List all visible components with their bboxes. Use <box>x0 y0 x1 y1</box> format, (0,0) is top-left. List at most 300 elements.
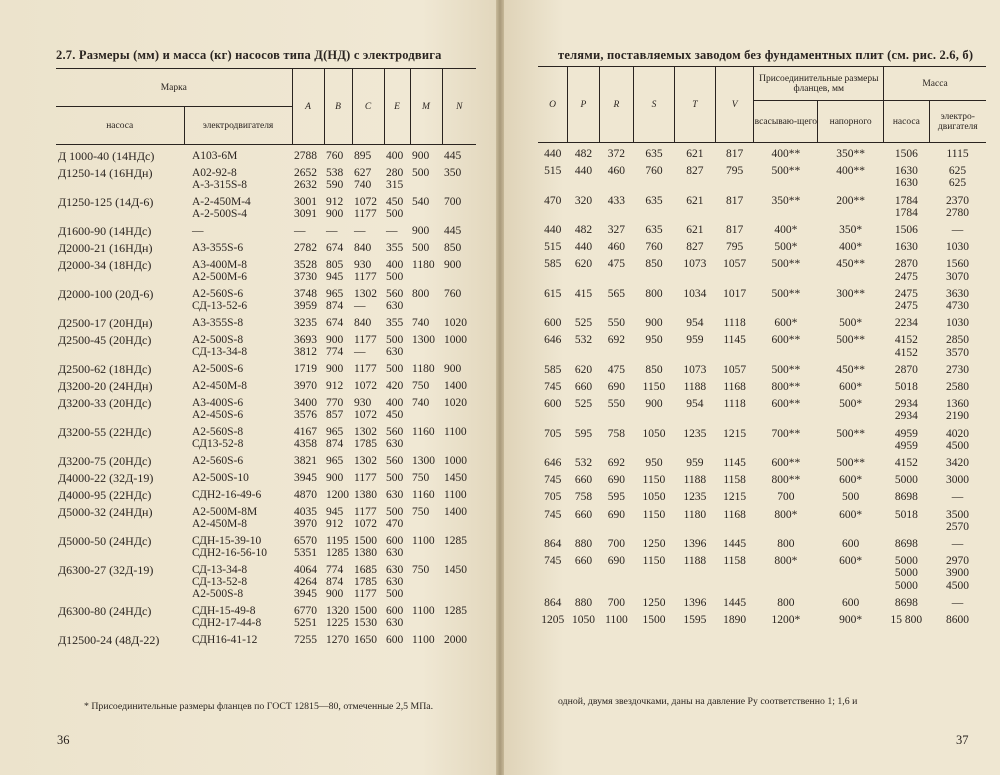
dim-P: 525 <box>574 317 593 330</box>
flange-suction: 800** <box>771 474 801 487</box>
dim-A <box>292 162 324 191</box>
header-pump: насоса <box>56 107 184 145</box>
footnote-left: * Присоединительные размеры фланцев по ГОСТ 12815—80, отмеченные 2,5 МПа. <box>84 701 434 712</box>
dim-R: 327 <box>607 224 626 237</box>
dim-O: 1205 <box>541 614 565 627</box>
dim-M: 750 <box>412 472 430 484</box>
mass-pump <box>884 469 929 486</box>
motor-model-line: А3-400М-8 <box>192 259 247 271</box>
motor-model <box>184 254 292 283</box>
dim-S: 760 <box>645 165 663 178</box>
flange-pressure: 400* <box>839 241 863 254</box>
dim-N: 1000 <box>444 455 468 467</box>
dim-E-line: 500 <box>386 506 404 518</box>
dim-T: 959 <box>686 334 704 347</box>
mass-pump <box>884 359 929 376</box>
flange-pressure: 500* <box>839 398 863 411</box>
page-number-left: 36 <box>57 733 70 747</box>
dim-A <box>292 559 324 600</box>
dim-B-line: 912 <box>326 518 344 530</box>
dim-T: 621 <box>686 148 704 160</box>
table-row <box>538 359 986 376</box>
mass-pump-line: 4152 <box>894 334 918 347</box>
pump-model: Д4000-95 (22НДс) <box>58 488 152 502</box>
table-row <box>56 162 476 191</box>
motor-model-line: СД13-52-8 <box>192 438 244 450</box>
flange-pressure: 400** <box>836 165 865 178</box>
flange-pressure: 600* <box>839 381 863 394</box>
dim-C <box>352 237 384 254</box>
dim-B <box>324 237 352 254</box>
mass-motor-line: — <box>951 224 964 237</box>
dim-O: 646 <box>544 457 562 470</box>
dim-E <box>384 450 410 467</box>
motor-model-line: А2-500S-6 <box>192 363 244 375</box>
table-row <box>538 423 986 452</box>
mass-motor-line: 2850 <box>946 334 970 347</box>
motor-model-line: А2-560S-6 <box>192 455 244 467</box>
dim-C <box>352 484 384 501</box>
dim-B-line: — <box>326 225 338 237</box>
dim-P: 525 <box>574 398 593 411</box>
dim-C-line: 740 <box>354 179 372 191</box>
mass-pump <box>884 423 929 452</box>
dim-C-line: 1500 <box>354 535 378 547</box>
mass-pump <box>884 253 929 282</box>
dim-B-line: 590 <box>326 179 344 191</box>
dim-R: 758 <box>607 427 626 440</box>
dim-R: 690 <box>607 555 626 568</box>
dim-B-line: 900 <box>326 472 344 484</box>
dim-N: 700 <box>444 196 462 208</box>
flange-suction: 500** <box>771 258 801 271</box>
dim-B-line: 874 <box>326 576 344 588</box>
mass-pump <box>884 452 929 469</box>
table-row <box>56 145 476 163</box>
mass-pump <box>884 609 929 626</box>
table-row <box>538 143 986 161</box>
dim-E <box>384 145 410 163</box>
dim-V: 1215 <box>723 491 747 504</box>
dim-C-line: 1072 <box>354 518 378 530</box>
dim-B-line: 874 <box>326 300 344 312</box>
dim-V: 795 <box>726 165 744 178</box>
dim-B <box>324 220 352 237</box>
dim-R: 595 <box>607 491 626 504</box>
flange-pressure: 500 <box>842 491 860 504</box>
dim-S: 900 <box>645 317 663 330</box>
dim-A-line: 4358 <box>294 438 318 450</box>
table-row <box>538 253 986 282</box>
dim-V: 817 <box>726 224 744 237</box>
mass-motor <box>929 533 986 550</box>
table-row <box>56 501 476 530</box>
header-E: E <box>384 69 410 145</box>
mass-motor-line: 2370 <box>946 194 970 207</box>
dim-C-line: 1177 <box>354 271 377 283</box>
dim-S: 635 <box>645 148 663 160</box>
motor-model-line: А2-500М-6 <box>192 271 247 283</box>
dim-A-line: 4035 <box>294 506 318 518</box>
motor-model <box>184 559 292 600</box>
dim-A-line: 3528 <box>294 259 318 271</box>
footnote-right: одной, двумя звездочками, даны на давление Pу соответственно 1; 1,6 и <box>558 696 858 707</box>
header-marka: Марка <box>56 69 292 107</box>
dim-R: 475 <box>607 258 626 271</box>
mass-motor-line: 4020 <box>946 427 970 440</box>
dim-A <box>292 501 324 530</box>
dim-N: 1100 <box>444 489 467 501</box>
header-R: R <box>599 67 633 143</box>
dim-S: 760 <box>645 241 663 254</box>
header-M: M <box>410 69 442 145</box>
mass-motor-line: 3000 <box>946 474 970 487</box>
mass-motor-line: 4730 <box>946 300 970 313</box>
dim-O: 515 <box>544 241 562 254</box>
motor-model <box>184 530 292 559</box>
dim-E <box>384 421 410 450</box>
motor-model <box>184 358 292 375</box>
flange-pressure: 900* <box>839 614 863 627</box>
flange-suction: 700** <box>771 427 801 440</box>
dim-P: 595 <box>574 427 593 440</box>
dim-P: 440 <box>574 165 593 178</box>
pump-dimensions-table-right <box>538 66 986 626</box>
flange-suction: 800* <box>774 508 798 521</box>
dim-O: 600 <box>544 317 562 330</box>
dim-A-line: 3945 <box>294 472 318 484</box>
table-row <box>56 484 476 501</box>
flange-suction: 1200* <box>771 614 801 627</box>
dim-O: 745 <box>544 381 562 394</box>
dim-B-line: 874 <box>326 438 344 450</box>
mass-pump <box>884 160 929 189</box>
dim-C <box>352 501 384 530</box>
dim-R: 372 <box>607 148 626 160</box>
motor-model <box>184 600 292 629</box>
dim-C-line: — <box>354 225 366 237</box>
dim-R: 690 <box>607 474 626 487</box>
dim-E-line: 315 <box>386 179 404 191</box>
dim-N: 850 <box>444 242 462 254</box>
dim-A-line: 4064 <box>294 564 318 576</box>
dim-C <box>352 629 384 646</box>
dim-C <box>352 392 384 421</box>
dim-M: 1160 <box>412 489 435 501</box>
mass-pump <box>884 190 929 219</box>
table-row <box>56 421 476 450</box>
dim-C-line: — <box>354 346 366 358</box>
dim-P: 482 <box>574 148 593 160</box>
dim-A <box>292 283 324 312</box>
dim-R: 460 <box>607 241 626 254</box>
dim-E <box>384 392 410 421</box>
header-O: O <box>538 67 568 143</box>
dim-E <box>384 358 410 375</box>
dim-E-line: 400 <box>386 150 404 162</box>
flange-pressure: 600 <box>842 596 860 609</box>
dim-E-line: 470 <box>386 518 404 530</box>
dim-B-line: 760 <box>326 150 344 162</box>
mass-motor-line: 2730 <box>946 363 970 376</box>
dim-B-line: 1270 <box>326 634 350 646</box>
dim-R: 700 <box>607 596 626 609</box>
dim-T: 1595 <box>683 614 707 627</box>
motor-model-line: СДН2-16-56-10 <box>192 547 267 559</box>
dim-E-line: 630 <box>386 547 404 559</box>
dim-M: 500 <box>412 242 430 254</box>
dim-C-line: 840 <box>354 317 372 329</box>
dim-B-line: 774 <box>326 564 344 576</box>
dim-S: 850 <box>645 258 663 271</box>
flange-suction: 800** <box>771 381 801 394</box>
flange-suction: 800 <box>777 596 795 609</box>
motor-model <box>184 375 292 392</box>
table-row <box>56 191 476 220</box>
dim-O: 705 <box>544 491 562 504</box>
mass-pump-line: 2475 <box>894 287 918 300</box>
motor-model-line: СДН-15-49-8 <box>192 605 256 617</box>
dim-O: 745 <box>544 555 562 568</box>
dim-B-line: 1225 <box>326 617 350 629</box>
dim-V: 1145 <box>723 457 746 470</box>
flange-suction: 800 <box>777 538 795 551</box>
dim-E-line: 450 <box>386 196 404 208</box>
motor-model-line: СДН-15-39-10 <box>192 535 262 547</box>
mass-motor-line: 2570 <box>946 520 970 533</box>
dim-R: 475 <box>607 363 626 376</box>
mass-motor-line: 2970 <box>946 555 970 568</box>
dim-M: 1100 <box>412 535 435 547</box>
dim-B-line: 1320 <box>326 605 350 617</box>
dim-E <box>384 467 410 484</box>
dim-S: 635 <box>645 224 663 237</box>
dim-O: 515 <box>544 165 562 178</box>
flange-pressure: 350** <box>836 148 865 160</box>
dim-C-line: 1177 <box>354 506 377 518</box>
dim-P: 660 <box>574 474 593 487</box>
mass-pump <box>884 504 929 533</box>
dim-C-line: 1685 <box>354 564 378 576</box>
mass-pump-line: 1506 <box>894 224 918 237</box>
dim-P: 880 <box>574 596 593 609</box>
dim-M: 1160 <box>412 426 435 438</box>
flange-pressure: 200** <box>836 194 865 207</box>
dim-C-line: 1650 <box>354 634 378 646</box>
table-row <box>56 392 476 421</box>
dim-E <box>384 254 410 283</box>
dim-S: 950 <box>645 457 663 470</box>
dim-A <box>292 600 324 629</box>
header-pressure: напорного <box>818 101 884 143</box>
dim-M: 1180 <box>412 363 435 375</box>
dim-A-line: 4167 <box>294 426 318 438</box>
dim-P: 415 <box>574 287 593 300</box>
mass-pump-line: 2234 <box>894 317 918 330</box>
header-motor: электродвигателя <box>184 107 292 145</box>
dim-T: 1235 <box>683 427 707 440</box>
table-title-left: 2.7. Размеры (мм) и масса (кг) насосов типа Д(НД) с электродвига <box>56 48 442 62</box>
dim-B <box>324 629 352 646</box>
flange-pressure: 500** <box>836 427 865 440</box>
pump-model: Д2000-100 (20Д-6) <box>58 287 154 301</box>
dim-M: 800 <box>412 288 430 300</box>
dim-A-line: 4870 <box>294 489 318 501</box>
dim-N: 1000 <box>444 334 468 346</box>
dim-A-line: 3235 <box>294 317 318 329</box>
dim-R: 690 <box>607 381 626 394</box>
right-page <box>504 0 1000 775</box>
header-flanges: Присоединительные размеры фланцев, мм <box>754 67 884 101</box>
dim-B-line: 857 <box>326 409 344 421</box>
flange-suction: 600** <box>771 398 801 411</box>
dim-A <box>292 191 324 220</box>
mass-motor-line: 1360 <box>946 398 970 411</box>
mass-motor <box>929 550 986 592</box>
dim-N: 1285 <box>444 535 468 547</box>
dim-M: 1100 <box>412 605 435 617</box>
mass-motor <box>929 253 986 282</box>
dim-N: 445 <box>444 225 462 237</box>
mass-motor-line: 3630 <box>946 287 970 300</box>
dim-P: 620 <box>574 363 593 376</box>
pump-model: Д2500-45 (20НДс) <box>58 333 152 347</box>
mass-pump-line: 2934 <box>894 398 918 411</box>
flange-pressure: 500* <box>839 317 863 330</box>
pump-dimensions-table-left <box>56 68 476 646</box>
dim-B-line: 674 <box>326 317 344 329</box>
dim-A-line: 3576 <box>294 409 318 421</box>
dim-A-line: 3400 <box>294 397 318 409</box>
dim-C <box>352 530 384 559</box>
dim-P: 532 <box>574 457 593 470</box>
dim-N: 350 <box>444 167 462 179</box>
flange-pressure: 600 <box>842 538 860 551</box>
mass-motor-line: 3500 <box>946 508 970 521</box>
dim-M: 750 <box>412 380 430 392</box>
dim-C-line: 1500 <box>354 605 378 617</box>
flange-suction: 600* <box>774 317 798 330</box>
mass-motor <box>929 190 986 219</box>
dim-E-line: 500 <box>386 271 404 283</box>
dim-E-line: 630 <box>386 300 404 312</box>
dim-E-line: 400 <box>386 397 404 409</box>
table-row <box>56 559 476 600</box>
dim-B-line: 912 <box>326 196 344 208</box>
dim-C-line: 1177 <box>354 334 377 346</box>
dim-E <box>384 237 410 254</box>
dim-M: 1180 <box>412 259 435 271</box>
dim-B <box>324 254 352 283</box>
dim-A-line: 3821 <box>294 455 318 467</box>
dim-S: 635 <box>645 194 663 207</box>
dim-N: 1020 <box>444 317 468 329</box>
dim-B-line: 900 <box>326 208 344 220</box>
dim-C <box>352 375 384 392</box>
motor-model-line: А2-560S-8 <box>192 426 244 438</box>
motor-model <box>184 450 292 467</box>
dim-T: 1073 <box>683 258 707 271</box>
pump-model: Д5000-32 (24НДн) <box>58 505 153 519</box>
dim-C-line: 930 <box>354 397 372 409</box>
mass-pump <box>884 376 929 393</box>
dim-A-line: 3001 <box>294 196 318 208</box>
dim-A-line: 1719 <box>294 363 318 375</box>
dim-C-line: 930 <box>354 259 372 271</box>
dim-B-line: 965 <box>326 288 344 300</box>
dim-B-line: 945 <box>326 271 344 283</box>
mass-motor <box>929 283 986 312</box>
dim-E <box>384 329 410 358</box>
dim-C-line: 1177 <box>354 363 377 375</box>
dim-E-line: 560 <box>386 426 404 438</box>
motor-model-line: — <box>192 225 204 237</box>
mass-pump-line: 4959 <box>894 439 918 452</box>
mass-pump <box>884 533 929 550</box>
dim-T: 954 <box>686 398 704 411</box>
dim-A-line: 7255 <box>294 634 318 646</box>
dim-B-line: 1285 <box>326 547 350 559</box>
dim-A <box>292 530 324 559</box>
dim-B <box>324 467 352 484</box>
table-row <box>538 219 986 236</box>
dim-V: 1118 <box>723 398 746 411</box>
flange-suction: 700 <box>777 491 795 504</box>
dim-R: 692 <box>607 457 626 470</box>
dim-V: 1145 <box>723 334 746 347</box>
dim-V: 1118 <box>723 317 746 330</box>
mass-motor <box>929 143 986 161</box>
dim-S: 950 <box>645 334 663 347</box>
dim-N: 445 <box>444 150 462 162</box>
dim-N: 2000 <box>444 634 468 646</box>
mass-motor <box>929 393 986 422</box>
dim-A-line: 3748 <box>294 288 318 300</box>
dim-N: 1450 <box>444 472 468 484</box>
dim-S: 900 <box>645 398 663 411</box>
dim-E-line: 500 <box>386 472 404 484</box>
mass-motor-line: 1560 <box>946 258 970 271</box>
dim-B <box>324 450 352 467</box>
dim-T: 1180 <box>683 508 707 521</box>
motor-model-line: СДН16-41-12 <box>192 634 258 646</box>
table-row <box>56 450 476 467</box>
dim-C-line: 1177 <box>354 588 377 600</box>
dim-C <box>352 312 384 329</box>
dim-E-line: 355 <box>386 317 404 329</box>
mass-motor <box>929 160 986 189</box>
motor-model-line: А2-560S-6 <box>192 288 244 300</box>
mass-pump <box>884 393 929 422</box>
dim-M: 1300 <box>412 455 436 467</box>
dim-R: 550 <box>607 398 626 411</box>
pump-model: Д2000-21 (16НДн) <box>58 241 153 255</box>
dim-E <box>384 600 410 629</box>
dim-T: 827 <box>686 165 704 178</box>
mass-motor <box>929 359 986 376</box>
table-row <box>538 376 986 393</box>
dim-T: 1235 <box>683 491 707 504</box>
mass-pump-line: 5018 <box>894 508 918 521</box>
dim-O: 440 <box>544 148 562 160</box>
mass-pump-line: 2475 <box>894 300 918 313</box>
dim-C-line: 1302 <box>354 288 378 300</box>
pump-model: Д3200-33 (20НДс) <box>58 396 152 410</box>
dim-V: 817 <box>726 148 744 160</box>
table-row <box>538 329 986 358</box>
dim-E <box>384 191 410 220</box>
motor-model-line: СД-13-34-8 <box>192 346 248 358</box>
